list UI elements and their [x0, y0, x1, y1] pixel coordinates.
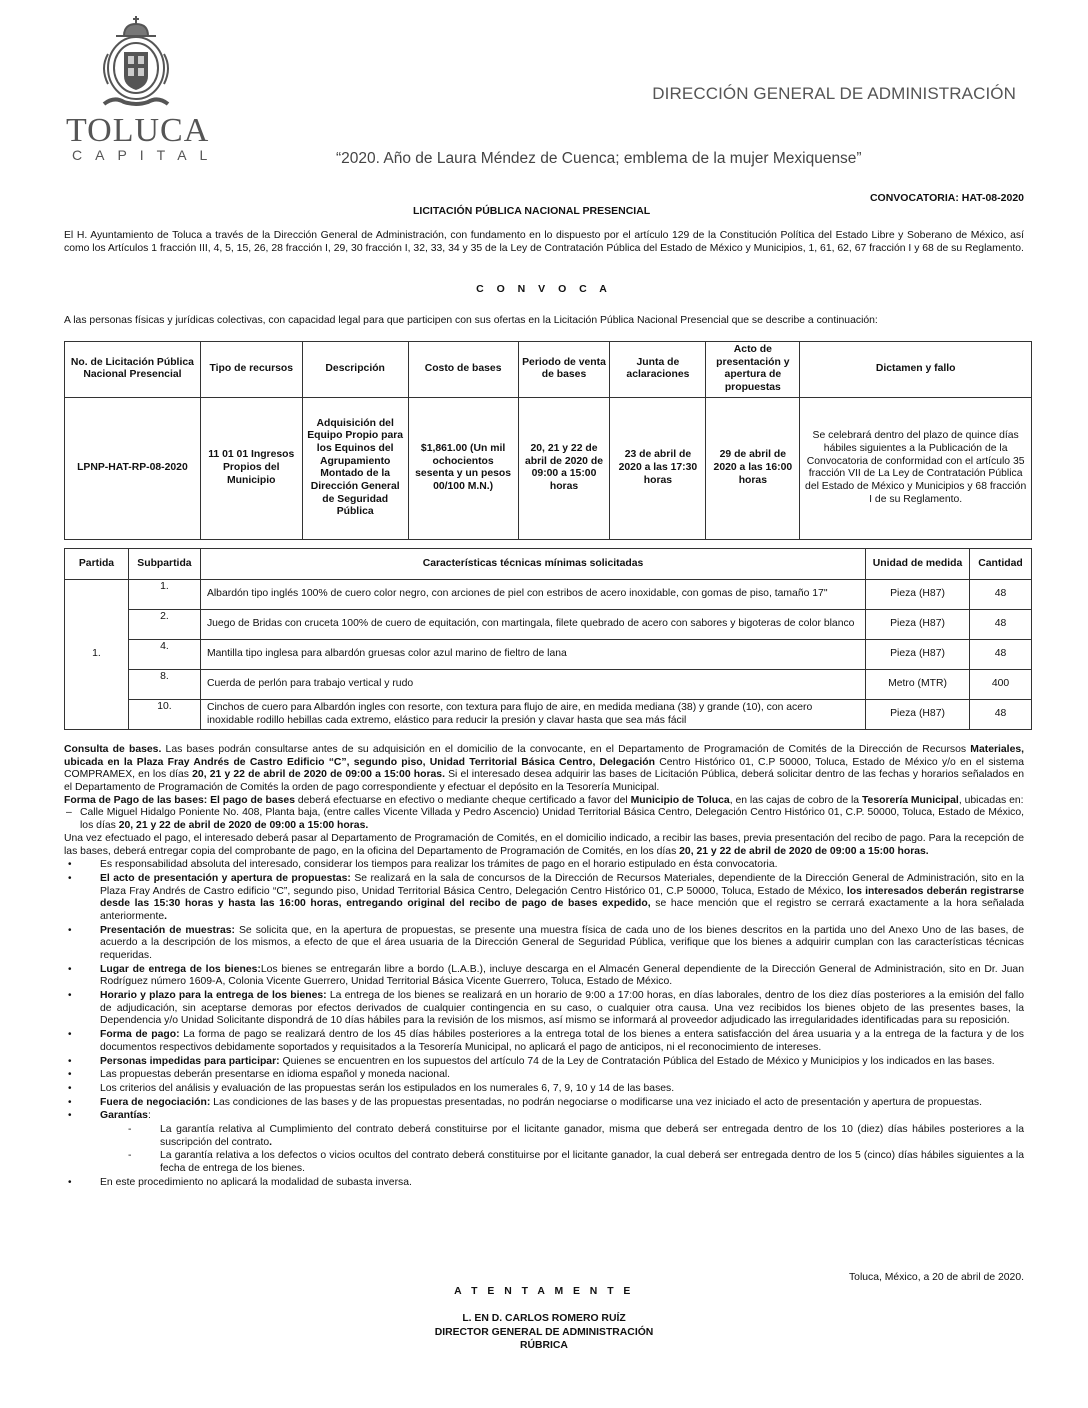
- quantity-cell: 48: [969, 640, 1031, 670]
- subpartida-cell: 1.: [128, 580, 200, 610]
- text: se hace mención que el registro se cerrará exactamente a la hora señalada anteriormente: [100, 898, 1024, 922]
- bases-cost: $1,861.00 (Un mil ochocientos sesenta y un pesos 00/100 M.N.): [408, 397, 518, 539]
- bullet-item: [64, 1029, 1024, 1054]
- department-title: DIRECCIÓN GENERAL DE ADMINISTRACIÓN: [652, 84, 1016, 103]
- bullet-item: [64, 859, 1024, 872]
- place-date: Toluca, México, a 20 de abril de 2020.: [848, 1272, 1024, 1283]
- sale-period: 20, 21 y 22 de abril de 2020 de 09:00 a 15:00 horas: [518, 397, 610, 539]
- guarantee-item: [128, 1124, 1024, 1149]
- text: , en las cajas de cobro de la: [729, 794, 862, 806]
- signature-block: [0, 1312, 1088, 1353]
- bullet-icon: •: [68, 990, 72, 1002]
- bullet-text: [100, 990, 1024, 1028]
- header-cell: Junta de aclaraciones: [610, 342, 706, 398]
- bullet-icon: •: [68, 924, 72, 936]
- text: La garantía relativa al Cumplimiento del contrato deberá constituirse por el licitante ganador, misma que deberá ser entregada dentro de los 10 (diez) días hábiles posteriores a la suscripción del contrato: [160, 1123, 1024, 1148]
- subpartida-cell: 2.: [128, 610, 200, 640]
- convoca-heading: C O N V O C A: [476, 283, 612, 295]
- table-row: [65, 640, 1032, 670]
- subpartida-cell: 4.: [128, 640, 200, 670]
- intro-paragraph: El H. Ayuntamiento de Toluca a través de la Dirección General de Administración, con fundamento en lo dispuesto por el artículo 129 de la Constitución Política del Estado Libre y Soberano de México, así como los Artículos 1 fracción III, 4, 5, 15, 26, 28 fracción I, 29, 30 fracción I, 32, 33, 34 y 35 de la Ley de Contratación Pública del Estado de México y Municipios, 1, 61, 62, 67 fracción I y 68 de su Reglamento.: [64, 230, 1024, 254]
- consulta-paragraph: [64, 744, 1024, 795]
- guarantee-item: [128, 1150, 1024, 1175]
- text: Quienes se encuentren en los supuestos del artículo 74 de la Ley de Contratación Pública del Estado de México y Municipios y los indicados en las bases.: [279, 1055, 995, 1067]
- bullet-text: Los criterios del análisis y evaluación de las propuestas serán los estipulados en los numerales 6, 7, 9, 10 y 14 de las bases.: [100, 1082, 675, 1094]
- table-row: [65, 700, 1032, 730]
- guarantee-text: La garantía relativa a los defectos o vicios ocultos del contrato deberá constituirse por el licitante ganador, la cual deberá ser entregada dentro de los 5 (cinco) días hábiles siguientes a la fecha de entrega de los bienes.: [160, 1150, 1024, 1174]
- coat-of-arms-icon: [94, 14, 178, 112]
- convocatoria-number: CONVOCATORIA: HAT-08-2020: [869, 192, 1024, 204]
- quantity-cell: 48: [969, 610, 1031, 640]
- description-cell: Mantilla tipo inglesa para albardón gruesas color azul marino de fieltro de lana: [200, 640, 865, 670]
- bullet-text: [100, 873, 1024, 924]
- bullet-label: Personas impedidas para participar:: [100, 1055, 280, 1067]
- proposal-opening: 29 de abril de 2020 a las 16:00 horas: [706, 397, 800, 539]
- bullet-text: Es responsabilidad absoluta del interesado, considerar los tiempos para realizar los trámites de pago en el horario estipulado en ésta convocatoria.: [100, 859, 778, 871]
- signer-position: DIRECTOR GENERAL DE ADMINISTRACIÓN: [434, 1326, 654, 1338]
- description: Adquisición del Equipo Propio para los Equinos del Agrupamiento Montado de la Dirección General de Seguridad Pública: [302, 397, 408, 539]
- rubrica-label: RÚBRICA: [520, 1340, 568, 1352]
- resource-type: 11 01 01 Ingresos Propios del Municipio: [200, 397, 302, 539]
- address-item: [64, 807, 1024, 832]
- bullet-text: En este procedimiento no aplicará la modalidad de subasta inversa.: [100, 1176, 412, 1188]
- bullet-item: [64, 1083, 1024, 1096]
- items-table: [64, 548, 1032, 730]
- text: , ubicadas en:: [958, 794, 1024, 806]
- guarantee-text: [160, 1124, 1024, 1149]
- bullet-label: Forma de pago:: [100, 1029, 180, 1041]
- logo-subtitle: CAPITAL: [72, 147, 221, 163]
- header-cell: Acto de presentación y apertura de propuestas: [706, 342, 800, 398]
- header-cell: No. de Licitación Pública Nacional Presencial: [65, 342, 201, 398]
- table-row: [65, 610, 1032, 640]
- address-text: [80, 807, 1024, 832]
- terms-section: [64, 744, 1024, 1189]
- bullet-item: [64, 873, 1024, 924]
- bullet-text: Las propuestas deberán presentarse en idioma español y moneda nacional.: [100, 1069, 451, 1081]
- year-motto: “2020. Año de Laura Méndez de Cuenca; emblema de la mujer Mexiquense”: [336, 150, 862, 167]
- description-cell: Albardón tipo inglés 100% de cuero color negro, con arciones de piel con estribos de acero inoxidable, con gomas de piso, tamaño 17": [200, 580, 865, 610]
- description-cell: Juego de Bridas con cruceta 100% de cuero de equitación, con martingala, filete quebrado de acero con sabores y bigoteras de color blanco: [200, 610, 865, 640]
- text-bold: 20, 21 y 22 de abril de 2020 de 09:00 a 15:00 horas.: [679, 845, 929, 857]
- text: La forma de pago se realizará dentro de los 45 días hábiles posteriores a la entrega total de los bienes a entera satisfacción del área usuaria y a la entrega de la factura y de los documentos respectivos debidamente soportados y requisitados a la Tesorería Municipal, no aplicará el pago de anticipos, ni el reconocimiento de intereses.: [100, 1029, 1025, 1053]
- bullet-text: [100, 1056, 1024, 1069]
- header-cell: Unidad de medida: [866, 549, 970, 580]
- description-cell: Cuerda de perlón para trabajo vertical y rudo: [200, 670, 865, 700]
- bullet-item: [64, 1177, 1024, 1190]
- bullet-item: [64, 1069, 1024, 1082]
- text: Centro Histórico 01, C.P 50000, Toluca, Estado de México y/o en el sistema COMPRAMEX, en los días: [64, 756, 1024, 781]
- clarification-meeting: 23 de abril de 2020 a las 17:30 horas: [610, 397, 706, 539]
- text: Una vez efectuado el pago, el interesado deberá pasar al Departamento de Programación de Comités, en el domicilio indicado, a recibir las bases, previa presentación del recibo de pago. Para la recepción de las bases, deberá entregar copia del comprobante de pago, en la oficina del Departamento de Programación de Comités, en los días: [64, 832, 1024, 857]
- dash-marker: -: [128, 1123, 132, 1135]
- header-cell: Descripción: [302, 342, 408, 398]
- bullet-item: [64, 1097, 1024, 1110]
- bullet-label: Presentación de muestras:: [100, 924, 236, 936]
- bullet-item: [64, 964, 1024, 989]
- table-row: [65, 397, 1032, 539]
- bullet-text: [100, 925, 1024, 963]
- bullet-label: Garantías: [100, 1110, 148, 1122]
- licitacion-title: LICITACIÓN PÚBLICA NACIONAL PRESENCIAL: [413, 205, 651, 217]
- bullet-item: [64, 1110, 1024, 1123]
- subpartida-cell: 10.: [128, 700, 200, 730]
- text-bold: 20, 21 y 22 de abril de 2020 de 09:00 a 15:00 horas.: [192, 769, 445, 781]
- header-cell: Cantidad: [969, 549, 1031, 580]
- text-bold: .: [269, 1136, 273, 1148]
- logo-name: TOLUCA: [66, 112, 210, 149]
- text: Si el interesado desea adquirir las bases de Licitación Pública, deberá solicitar dentro de las fechas y horarios señalados en el Departamento de Programación de Comités la orden de pago correspondiente y efectuar el depósito en la Tesorería Municipal.: [64, 769, 1025, 794]
- unit-cell: Pieza (H87): [866, 580, 970, 610]
- text: :: [147, 1110, 151, 1122]
- bullet-icon: •: [68, 1069, 72, 1081]
- bullet-icon: •: [68, 1176, 72, 1188]
- bullet-icon: •: [68, 1082, 72, 1094]
- bullet-item: [64, 1056, 1024, 1069]
- header-cell: Dictamen y fallo: [800, 342, 1032, 398]
- header-cell: Características técnicas mínimas solicitadas: [200, 549, 865, 580]
- text-bold: Tesorería Municipal: [861, 794, 959, 806]
- subpartida-cell: 8.: [128, 670, 200, 700]
- header-cell: Tipo de recursos: [200, 342, 302, 398]
- bullet-icon: •: [68, 859, 72, 871]
- text: Las condiciones de las bases y de las propuestas presentadas, no podrán negociarse o modificarse una vez iniciado el acto de presentación y apertura de propuestas.: [210, 1096, 982, 1108]
- bullet-icon: •: [68, 1029, 72, 1041]
- pago-label: Forma de Pago de las bases: El pago de bases: [64, 794, 295, 806]
- text-bold: .: [164, 910, 168, 922]
- header-cell: Subpartida: [128, 549, 200, 580]
- toluca-logo: [66, 14, 221, 163]
- unit-cell: Metro (MTR): [866, 670, 970, 700]
- text: Se solicita que, en la apertura de propuestas, se presente una muestra física de cada uno de los bienes descritos en la partida uno del Anexo Uno de las bases, de acuerdo a la descripción de los mismos, a efecto de que el área usuaria de la Dirección General de Seguridad Pública, verifique que los bienes a adquirir cumplan con las características técnicas requeridas.: [100, 924, 1024, 961]
- table-row: [65, 670, 1032, 700]
- dash-marker: -: [128, 1150, 132, 1162]
- header-cell: Costo de bases: [408, 342, 518, 398]
- text: Las bases podrán consultarse antes de su adquisición en el domicilio de la convocante, en el Departamento de Programación de Comités de la Dirección de Recursos: [161, 744, 971, 755]
- bullet-label: El acto de presentación y apertura de propuestas:: [100, 872, 351, 884]
- bullet-icon: •: [68, 872, 72, 884]
- text: deberá efectuarse en efectivo o mediante cheque certificado a favor del: [294, 794, 631, 806]
- bullet-text: [100, 1029, 1024, 1054]
- bullet-text: [100, 964, 1024, 989]
- bullet-item: [64, 990, 1024, 1028]
- unit-cell: Pieza (H87): [866, 640, 970, 670]
- text-bold: 20, 21 y 22 de abril de 2020 de 09:00 a 15:00 horas.: [118, 820, 369, 832]
- table-row: [65, 580, 1032, 610]
- unit-cell: Pieza (H87): [866, 700, 970, 730]
- unit-cell: Pieza (H87): [866, 610, 970, 640]
- quantity-cell: 48: [969, 700, 1031, 730]
- bullet-text: [100, 1110, 1024, 1123]
- after-payment-paragraph: [64, 833, 1024, 858]
- bullet-icon: •: [68, 1096, 72, 1108]
- partida-cell: 1.: [65, 580, 129, 730]
- text-bold: los interesados deberán registrarse desde las 15:30 horas y hasta las 16:00 horas, entregando original del recibo de pago de bases expedido,: [100, 885, 1025, 910]
- bullet-icon: •: [68, 963, 72, 975]
- invite-paragraph: A las personas físicas y jurídicas colectivas, con capacidad legal para que participen con sus ofertas en la Licitación Pública Nacional Presencial que se describe a continuación:: [64, 315, 878, 326]
- bullet-text: [100, 1097, 1024, 1110]
- quantity-cell: 400: [969, 670, 1031, 700]
- consulta-label: Consulta de bases.: [64, 744, 162, 755]
- text: Calle Miguel Hidalgo Poniente No. 408, Planta baja, (entre calles Vicente Villada y Pedro Ascencio) Unidad Territorial Básica Centro, Delegación Centro Histórico 01, C.P. 50000, Toluca, Estado de México, los días: [80, 807, 1024, 832]
- pago-paragraph: [64, 795, 1024, 808]
- text-bold: Materiales, ubicada en la Plaza Fray Andrés de Castro Edificio “C”, segundo piso, Unidad Territorial Básica Centro, Delegación: [64, 744, 1025, 768]
- bullet-icon: •: [68, 1055, 72, 1067]
- items-table-header: [65, 549, 1032, 580]
- bullet-label: Lugar de entrega de los bienes:: [100, 963, 261, 975]
- description-cell: Cinchos de cuero para Albardón ingles con resorte, con textura para flujo de aire, en medida mediana (38) y grande (10), con acero inoxidable rodillo hebillas cada extremo, elástico para reducir la presión y clavar hasta que sea más fácil: [200, 700, 865, 730]
- header-cell: Periodo de venta de bases: [518, 342, 610, 398]
- bullet-label: Horario y plazo para la entrega de los bienes:: [100, 990, 327, 1002]
- text-bold: Municipio de Toluca: [630, 794, 730, 806]
- header-cell: Partida: [65, 549, 129, 580]
- licitacion-number: LPNP-HAT-RP-08-2020: [65, 397, 201, 539]
- dash-marker: –: [66, 807, 72, 819]
- atentamente-heading: A T E N T A M E N T E: [454, 1286, 634, 1297]
- text: La entrega de los bienes se realizará en un horario de 9:00 a 17:00 horas, en días laborales, dentro de los diez días posteriores a la emisión del fallo de adjudicación, sin aceptarse demoras por efectos derivados de cualquier contingencia en su caso, o cualquier otra causa. Una vez recibidos los bienes objeto de las presentes bases, la Dependencia y/o Unidad Solicitante dispondrá de 10 días hábiles para la revisión de los mismos, así mismo se informará al proveedor adjudicado las irregularidades identificadas para su reposición.: [100, 990, 1024, 1027]
- text: Los bienes se entregarán libre a bordo (L.A.B.), incluye descarga en el Almacén General dependiente de la Dirección General de Administración, sito en Dr. Juan Rodríguez número 1609-A, Colonia Vicente Guerrero, Unidad Territorial Básica Vicente Guerrero, Toluca, Estado de México.: [100, 963, 1024, 988]
- signer-name: L. EN D. CARLOS ROMERO RUÍZ: [462, 1313, 626, 1324]
- licitacion-table: [64, 341, 1032, 540]
- bullet-icon: •: [68, 1110, 72, 1122]
- ruling: Se celebrará dentro del plazo de quince días hábiles siguientes a la Publicación de la Convocatoria de conformidad con el artículo 35 fracción VII de La Ley de Contratación Pública del Estado de México y Municipios y 68 fracción I de su Reglamento.: [800, 397, 1032, 539]
- bullet-label: Fuera de negociación:: [100, 1096, 211, 1108]
- bullet-item: [64, 925, 1024, 963]
- licitacion-table-header: [65, 342, 1032, 398]
- text: Se realizará en la sala de concursos de la Dirección de Recursos Materiales, dependiente de la Dirección General de Administración, sito en la Plaza Fray Andrés de Castro edificio “C”, segundo piso, Unidad Territorial Básica Centro, Delegación Centro Histórico 01, C.P 50000, Toluca, Estado de México,: [100, 872, 1024, 897]
- quantity-cell: 48: [969, 580, 1031, 610]
